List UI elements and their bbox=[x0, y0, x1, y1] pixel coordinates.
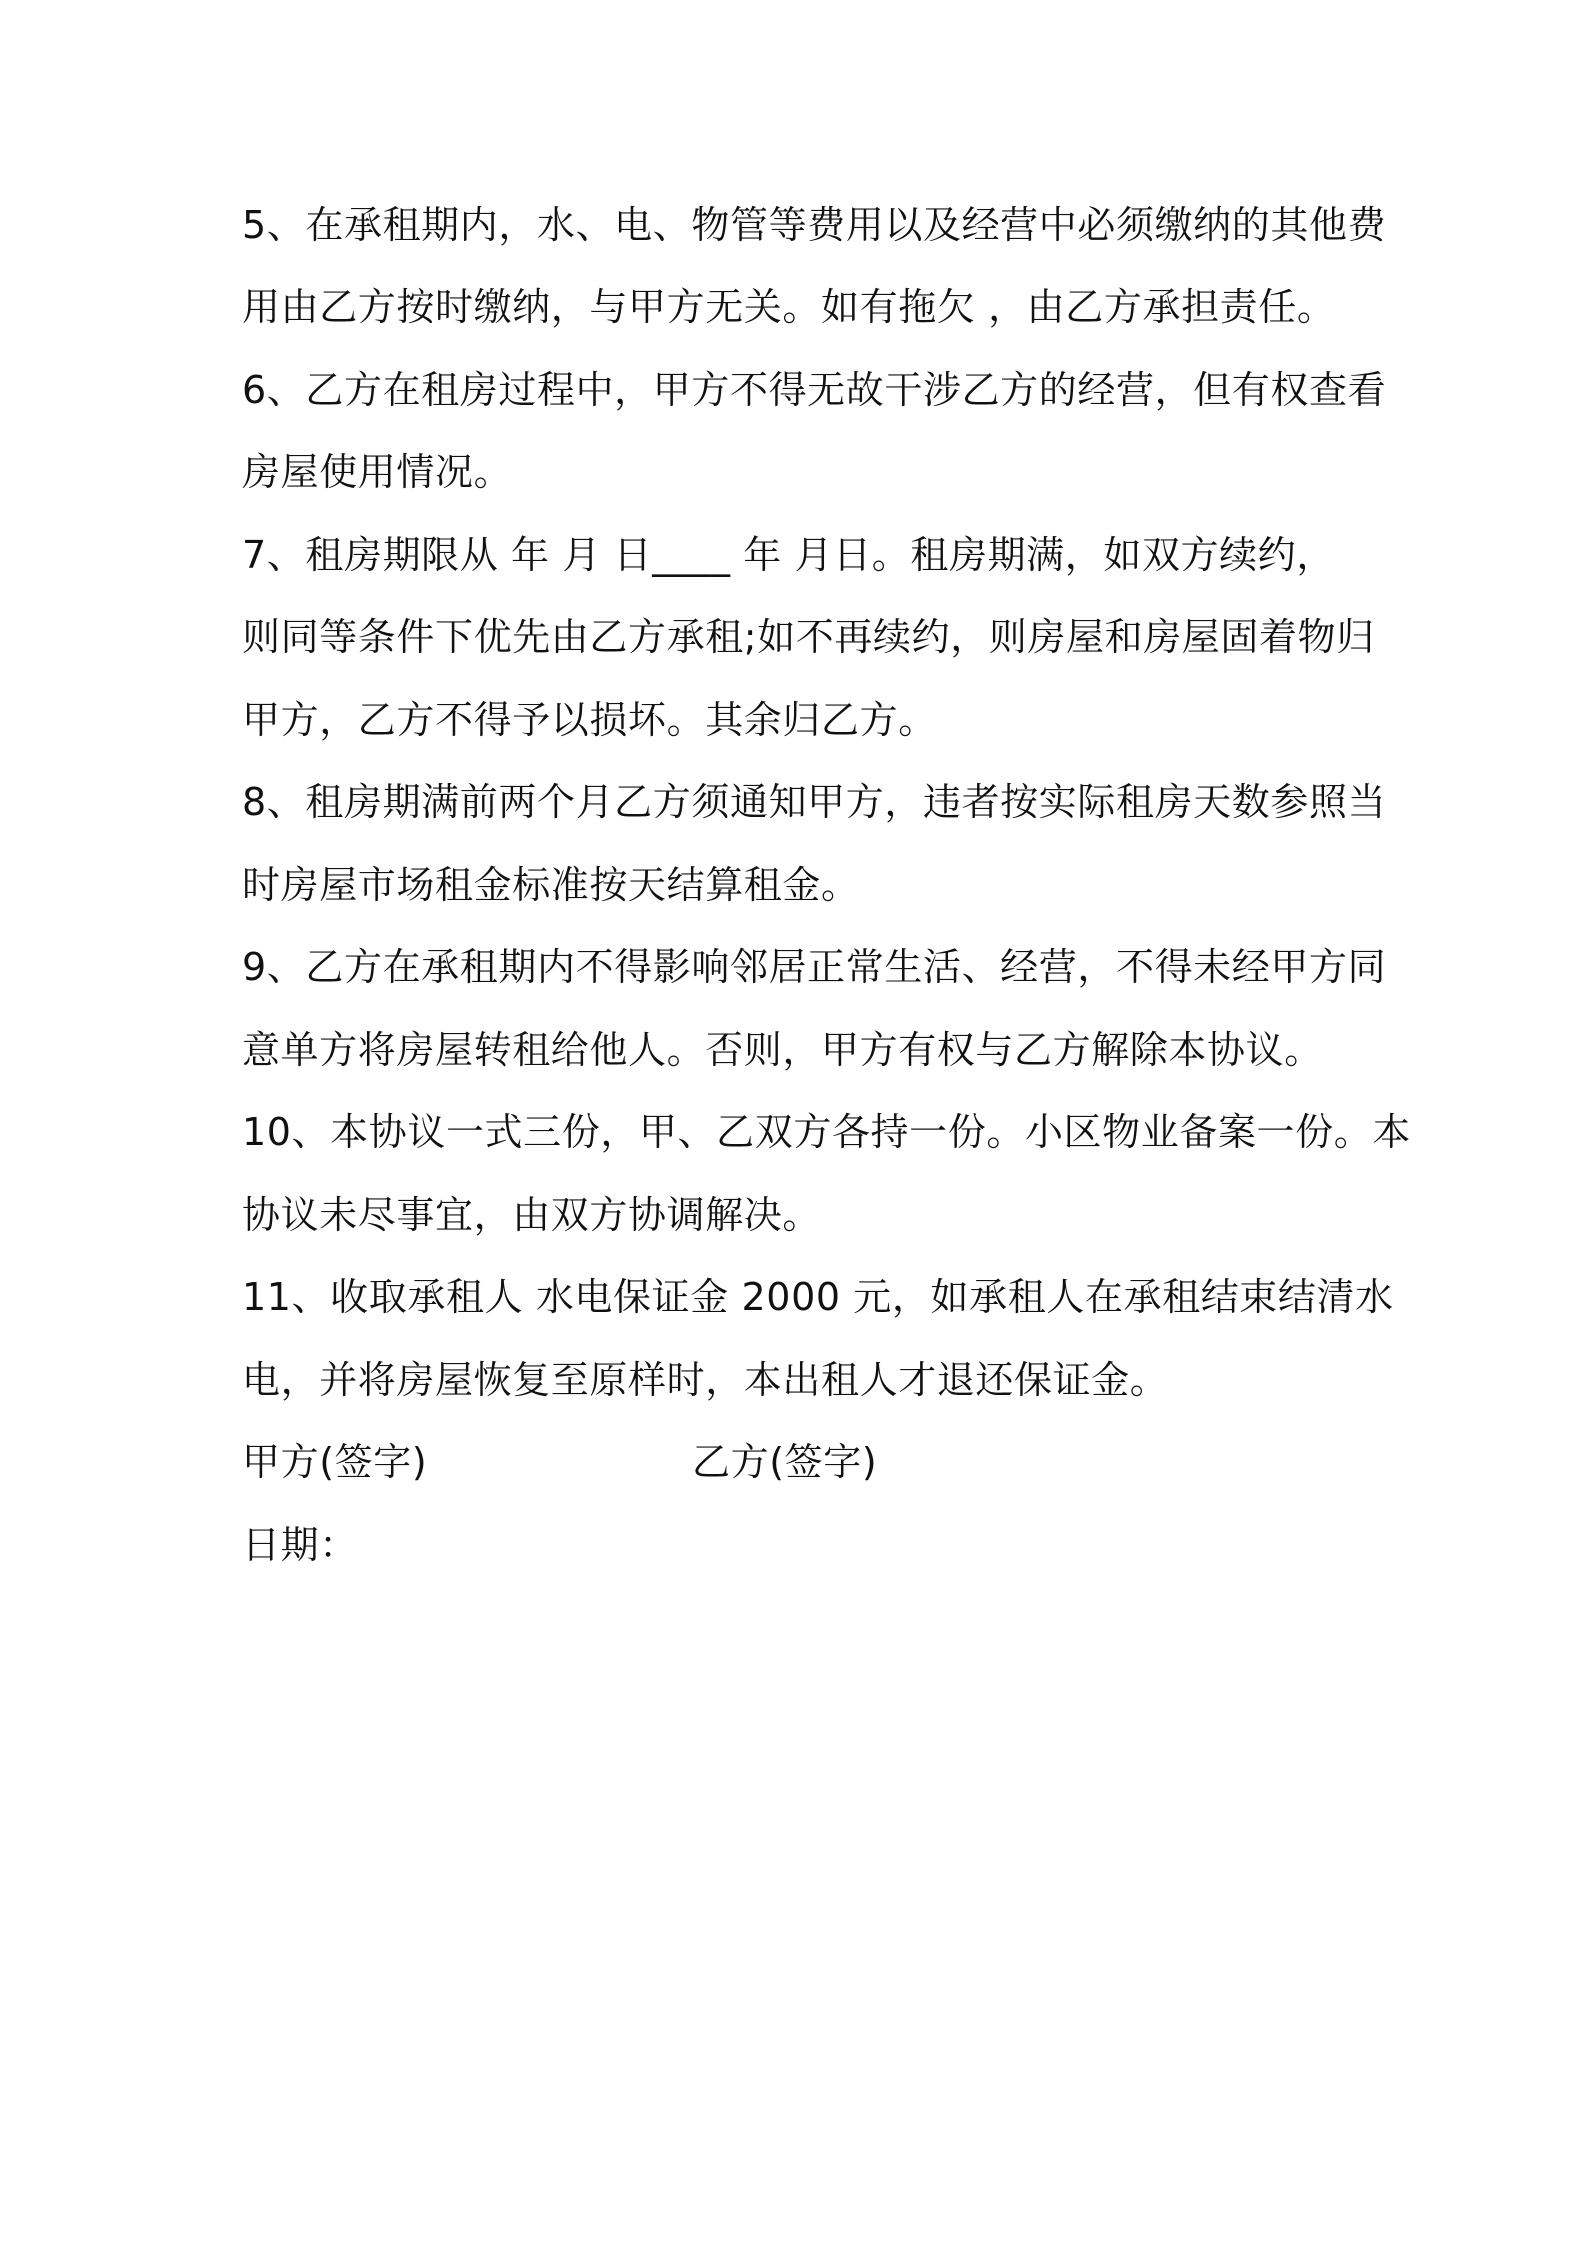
clause-10-line-2: 协议未尽事宜，由双方协调解决。 bbox=[242, 1193, 822, 1237]
clause-5-line-1: 5、在承租期内，水、电、物管等费用以及经营中必须缴纳的其他费 bbox=[242, 203, 1387, 247]
clause-11-line-1: 11、收取承租人 水电保证金 2000 元，如承租人在承租结束结清水 bbox=[242, 1275, 1394, 1319]
clause-11-line-2: 电，并将房屋恢复至原样时，本出租人才退还保证金。 bbox=[242, 1358, 1169, 1402]
clause-10-line-1: 10、本协议一式三份，甲、乙双方各持一份。小区物业备案一份。本 bbox=[242, 1110, 1411, 1154]
clause-6-line-2: 房屋使用情况。 bbox=[242, 450, 513, 494]
date-label: 日期： bbox=[242, 1523, 358, 1567]
clause-5-line-2: 用由乙方按时缴纳，与甲方无关。如有拖欠 ，由乙方承担责任。 bbox=[242, 285, 1336, 329]
party-b-signature-label: 乙方(签字) bbox=[692, 1440, 878, 1484]
clause-6-line-1: 6、乙方在租房过程中，甲方不得无故干涉乙方的经营，但有权查看 bbox=[242, 368, 1387, 412]
clause-7-line-1: 7、租房期限从 年 月 日____ 年 月日。租房期满，如双方续约， bbox=[242, 533, 1335, 577]
party-a-signature-label: 甲方(签字) bbox=[242, 1440, 428, 1484]
clause-7-line-2: 则同等条件下优先由乙方承租;如不再续约，则房屋和房屋固着物归 bbox=[242, 615, 1375, 659]
clause-9-line-1: 9、乙方在承租期内不得影响邻居正常生活、经营，不得未经甲方同 bbox=[242, 945, 1387, 989]
clause-8-line-2: 时房屋市场租金标准按天结算租金。 bbox=[242, 863, 860, 907]
clause-9-line-2: 意单方将房屋转租给他人。否则，甲方有权与乙方解除本协议。 bbox=[242, 1028, 1323, 1072]
clause-7-line-3: 甲方，乙方不得予以损坏。其余归乙方。 bbox=[242, 698, 937, 742]
clause-8-line-1: 8、租房期满前两个月乙方须通知甲方，违者按实际租房天数参照当 bbox=[242, 780, 1387, 824]
